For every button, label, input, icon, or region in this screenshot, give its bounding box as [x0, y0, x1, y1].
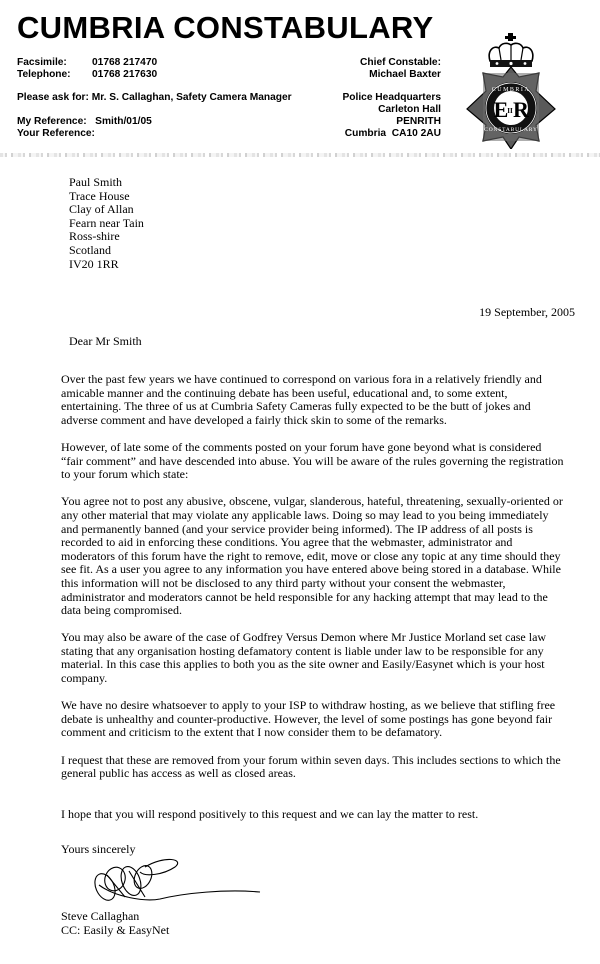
- letterhead-divider: [0, 153, 600, 157]
- my-reference-row: [17, 116, 152, 128]
- my-reference-value: Smith/01/05: [95, 116, 152, 127]
- telephone-row: [17, 69, 157, 81]
- body-paragraph: I request that these are removed from your forum within seven days. This includes sections to which the general public has access as well as closed areas.: [61, 752, 561, 781]
- body-paragraph: However, of late some of the comments posted on your forum have gone beyond what is considered “fair comment” and have descended into abuse. You will be aware of the rules governing the registration to your forum which state:: [61, 439, 564, 482]
- telephone-label: Telephone:: [17, 69, 71, 80]
- body-paragraph: We have no desire whatsoever to apply to your ISP to withdraw hosting, as we believe that stifling free debate is unhealthy and counter-productive. However, the level of some postings has gone beyond fair comment and criticism to the extent that I now consider them to be defamatory.: [61, 698, 556, 740]
- organisation-title: CUMBRIA CONSTABULARY: [17, 10, 434, 45]
- svg-text:R: R: [513, 97, 529, 122]
- address-line: Ross-shire: [69, 229, 120, 244]
- salutation: Dear Mr Smith: [69, 334, 142, 348]
- hq-address-line: PENRITH: [396, 116, 441, 127]
- your-reference-row: [17, 128, 95, 140]
- cc-line: CC: Easily & EasyNet: [61, 922, 170, 937]
- recipient-address: [69, 176, 144, 271]
- your-reference-label: Your Reference:: [17, 128, 95, 139]
- address-line: Clay of Allan: [69, 202, 134, 217]
- facsimile-row: [17, 57, 157, 69]
- facsimile-value: 01768 217470: [92, 57, 158, 68]
- address-line: Paul Smith: [69, 175, 123, 189]
- body-paragraph: I hope that you will respond positively to this request and we can lay the matter to rest.: [61, 806, 479, 821]
- chief-constable-label: Chief Constable:: [360, 57, 441, 68]
- address-line: IV20 1RR: [69, 256, 119, 271]
- chief-constable-name: Michael Baxter: [369, 69, 441, 80]
- svg-text:CONSTABULARY: CONSTABULARY: [484, 127, 538, 133]
- body-paragraph: Over the past few years we have continued to correspond on various fora in a relatively friendly and amicable manner and the continuing debate has been useful, educational and, to some extent, entertaining. The three of us at Cumbria Safety Cameras fully expected to be the butt of jokes and adverse comment and have developed a fairly thick skin to some of the remarks.: [61, 372, 542, 427]
- address-line: Fearn near Tain: [69, 215, 144, 230]
- hq-address-line: Police Headquarters: [342, 92, 441, 103]
- my-reference-label: My Reference:: [17, 116, 87, 127]
- letter-date: 19 September, 2005: [479, 305, 575, 319]
- handwritten-signature-icon: [85, 857, 265, 907]
- address-line: Scotland: [69, 242, 111, 257]
- address-line: Trace House: [69, 188, 130, 203]
- telephone-value: 01768 217630: [92, 69, 158, 80]
- signer-name: Steve Callaghan: [61, 909, 140, 923]
- hq-address-line: Cumbria CA10 2AU: [344, 128, 441, 139]
- please-ask-for: Please ask for: Mr. S. Callaghan, Safety Camera Manager: [17, 92, 292, 103]
- forum-rules-quote: You agree not to post any abusive, obscene, vulgar, slanderous, hateful, threatening, sexually-oriented or any other material that may violate any applicable laws. Doing so may lead to you being immediately and permanently banned (and your service provider being informed). The IP address of all posts is recorded to aid in enforcing these conditions. You agree that the webmaster, administrator and moderators of this forum have the right to remove, edit, move or close any topic at any time should they see fit. As a user you agree to any information you have entered above being stored in a database. While this information will not be disclosed to any third party without your consent the webmaster, administrator and moderators cannot be held responsible for any hacking attempt that may lead to the data being compromised.: [61, 494, 563, 618]
- police-crest-icon: [457, 33, 565, 149]
- signature-block: [61, 910, 169, 937]
- body-paragraph: You may also be aware of the case of Godfrey Versus Demon where Mr Justice Morland set case law stating that any organisation hosting defamatory content is liable under law to be responsible for any material. In this case this applies to both you as the site owner and Easily/Easynet which is your host company.: [61, 630, 547, 686]
- facsimile-label: Facsimile:: [17, 57, 67, 68]
- closing: Yours sincerely: [61, 842, 136, 856]
- letter-body: [61, 373, 566, 835]
- svg-text:II: II: [507, 107, 513, 115]
- svg-text:E: E: [493, 97, 509, 122]
- hq-address-line: Carleton Hall: [378, 104, 441, 115]
- svg-text:CUMBRIA: CUMBRIA: [491, 87, 531, 93]
